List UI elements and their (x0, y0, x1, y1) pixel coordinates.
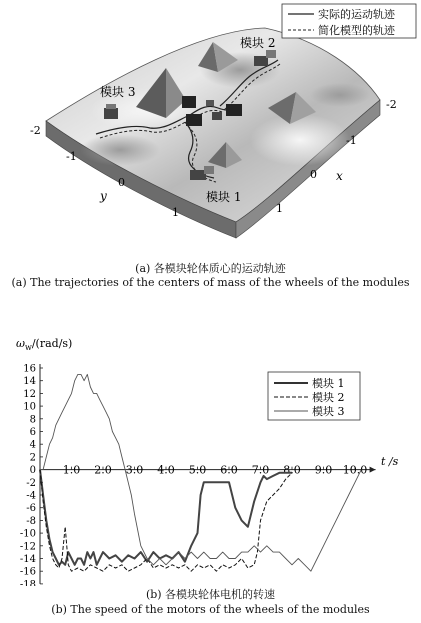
y-tick-label: -8 (26, 515, 36, 527)
x-tick-1: 1 (276, 202, 283, 215)
y-tick-label: 0 (29, 465, 36, 477)
legend-series-2: 模块 2 (312, 391, 345, 404)
x-axis (40, 464, 376, 477)
y-tick-label: 4 (29, 439, 36, 451)
y-tick-label: 6 (29, 427, 36, 438)
legend-actual-label: 实际的运动轨迹 (318, 8, 395, 21)
y-tick-label: -18 (19, 579, 36, 586)
trajectory-legend (282, 4, 416, 38)
x-tick-label: 2.0 (94, 463, 112, 477)
y-tick-label: 2 (29, 452, 36, 464)
y-axis-label: y (100, 189, 107, 203)
x-tick-label: 3.0 (125, 463, 144, 477)
caption-a-en: (a) The trajectories of the centers of mass of the wheels of the modules (11, 276, 410, 289)
y-tick-label: -10 (19, 528, 36, 540)
y-axis-label: $\omega_w/(rad/s)$ (16, 337, 73, 352)
x-tick-label: 6.0 (220, 463, 238, 477)
module-3-label: 模块 3 (100, 85, 136, 99)
y-tick-label: -6 (26, 503, 36, 515)
y-tick-label: 12 (23, 388, 36, 400)
x-tick-label: 1.0 (62, 463, 81, 477)
x-axis-label: x (336, 169, 343, 183)
y-tick-label: -12 (19, 541, 36, 553)
trajectory-figure (0, 0, 421, 258)
x-tick-label: 9.0 (314, 463, 333, 477)
x-axis-arrow (370, 467, 376, 473)
y-tick-label: -4 (26, 490, 36, 502)
y-tick-neg2: -2 (30, 124, 41, 137)
y-axis (20, 364, 43, 587)
y-tick-label: 8 (29, 414, 36, 426)
module-1-label: 模块 1 (206, 190, 242, 204)
y-tick-label: 14 (23, 376, 36, 388)
x-tick-neg2: -2 (386, 98, 397, 111)
y-tick-label: -2 (26, 477, 36, 489)
legend-series-3: 模块 3 (312, 405, 345, 418)
series-line-1 (40, 470, 292, 565)
y-tick-label: -16 (19, 566, 36, 578)
legend-series-1: 模块 1 (312, 377, 345, 390)
trajectory-scene (0, 0, 421, 258)
x-tick-label: 4.0 (157, 463, 175, 477)
module-3-robot (104, 104, 118, 119)
y-tick-neg1: -1 (66, 150, 77, 163)
legend-simplified-label: 简化模型的轨迹 (318, 24, 395, 37)
caption-a-zh: (a) 各模块轮体质心的运动轨迹 (135, 262, 286, 275)
y-tick-label: 16 (23, 363, 36, 375)
caption-b-zh: (b) 各模块轮体电机的转速 (145, 588, 276, 601)
x-tick-label: 8.0 (283, 463, 301, 477)
module-2-label: 模块 2 (240, 36, 276, 50)
y-tick-1: 1 (172, 206, 179, 219)
motor-speed-svg (0, 330, 421, 586)
motor-speed-chart (0, 330, 421, 586)
x-tick-neg1: -1 (346, 134, 357, 147)
y-tick-label: 10 (23, 401, 36, 413)
x-tick-label: 10.0 (342, 463, 368, 477)
x-axis-label: t /s (381, 455, 399, 468)
x-tick-label: 5.0 (188, 463, 207, 477)
chart-legend (268, 372, 360, 420)
y-tick-label: -14 (19, 554, 36, 565)
x-tick-0: 0 (310, 168, 317, 181)
x-tick-label: 7.0 (251, 463, 270, 477)
caption-b-en: (b) The speed of the motors of the wheels of the modules (51, 603, 370, 616)
y-tick-0: 0 (118, 176, 125, 189)
